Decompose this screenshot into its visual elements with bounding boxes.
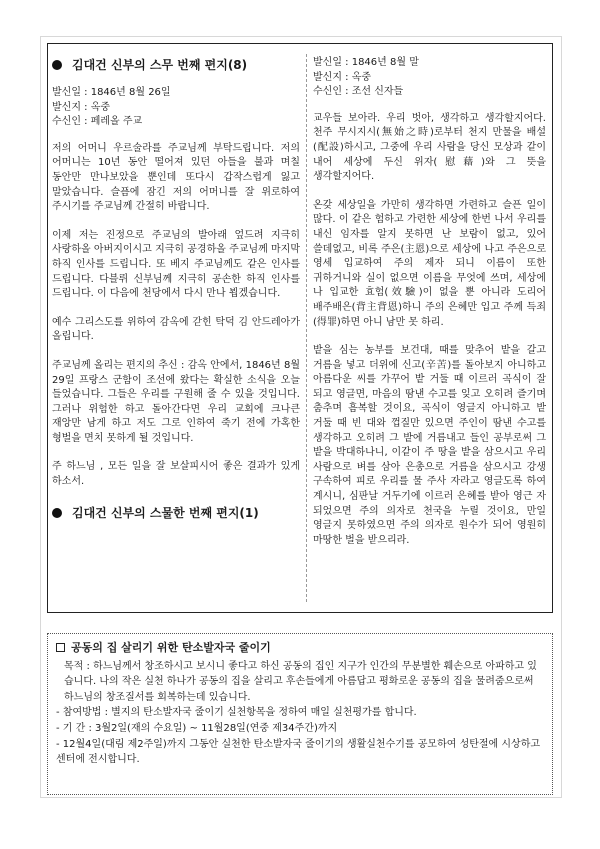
campaign-box (47, 633, 553, 795)
heading-text: 김대건 신부의 스무 번째 편지(8) (72, 58, 248, 72)
paragraph (52, 359, 300, 447)
campaign-award: - 12월4일(대림 제2주일)까지 그동안 실천한 탄소발자국 줄이기의 생활실천수기를 공모하여 성탄절에 시상하고 센터에 전시합니다. (56, 738, 541, 766)
letter-heading-20 (52, 56, 300, 74)
paragraph-text: 예수 그리스도를 위하여 감옥에 갇힌 탁덕 김 안드레아가 올립니다. (52, 316, 300, 343)
bullet-dot-icon (52, 508, 62, 518)
letter-meta (52, 86, 300, 130)
letter-meta (313, 56, 546, 100)
right-column (313, 56, 546, 562)
purpose-label: 목적 : (64, 660, 90, 672)
square-bullet-icon (56, 643, 65, 652)
meta-recipient: 수신인 : 페레올 주교 (52, 116, 143, 128)
paragraph-text: 주교님께 올리는 편지의 추신 : 감옥 안에서, 1846년 8월 29일 프랑스 군함이 조선에 왔다는 확실한 소식을 오늘 들었습니다. 그들은 우리를 구원해 줄 수 있을 것입니다. 그러나 위험한 하고 돌아간다면 우리 교회에 크나큰 재앙만 남게 하고 저도 그로 인하여 죽기 전에 가혹한 형벌을 면치 못하게 될 것입니다. (52, 359, 300, 444)
meta-place: 발신지 : 옥중 (52, 101, 111, 113)
paragraph (52, 142, 300, 215)
bullet-dot-icon (52, 60, 62, 70)
column-divider (306, 54, 307, 602)
campaign-title (56, 640, 544, 656)
campaign-method: - 참여방법 : 별지의 탄소발자국 줄이기 실천항목을 정하여 매일 실천평가를 합니다. (56, 707, 417, 719)
paragraph (313, 199, 546, 330)
paragraph-text: 이제 저는 진정으로 주교님의 발아래 엎드려 지극히 사랑하올 아버지이시고 지극히 공경하올 주교님께 마지막 하직 인사를 드립니다. 또 베지 주교님께도 같은 인사를 드립니다. 다블뤼 신부님께 지극히 공손한 하직 인사를 드립니다. 이 다음에 천당에서 다시 만나 뵙겠습니다. (52, 229, 300, 300)
meta-recipient: 수신인 : 조선 신자들 (313, 86, 404, 98)
paragraph (52, 316, 300, 345)
heading-text: 김대건 신부의 스물한 번째 편지(1) (72, 505, 259, 520)
paragraph-text: 주 하느님 , 모든 일을 잘 보살피시어 좋은 결과가 있게 하소서. (52, 461, 300, 488)
meta-date: 발신일 : 1846년 8월 말 (313, 57, 419, 68)
paragraph-text: 온갖 세상일을 가만히 생각하면 가련하고 슬픈 일이 많다. 이 같은 험하고 가련한 세상에 한번 나서 우리를 내신 임자를 알지 못하면 난 보람이 없고, 있어 쓸데없고, 비록 주은(主恩)으로 세상에 나고 주은으로 영세 입교하여 주의 제자 되니 이름이 또한 귀하거니와 실이 없으면 이름을 무엇에 쓰며, 세상에 나 입교한 효험(效驗)이 없을 뿐 아니라 도리어 배주배은(背主背恩)하니 주의 은혜만 입고 주께 득죄(得罪)하면 아니 남만 못 하리. (313, 199, 546, 328)
paragraph-text: 저의 어머니 우르술라를 주교님께 부탁드립니다. 저의 어머니는 10년 동안 떨어져 있던 아들을 불과 며칠 동안만 만나보았을 뿐인데 또다시 갑작스럽게 잃고 말았습니다. 슬픔에 잠긴 저의 어머니를 잘 위로하여 주시기를 주교님께 간절히 바랍니다. (52, 142, 300, 213)
paragraph-text: 교우들 보아라. 우리 벗아, 생각하고 생각할지어다. 천주 무시지시(無始之時)로부터 천지 만물을 배설(配設)하시고, 그중에 우리 사람을 당신 모상과 같이 내어 세상에 두신 위자(慰藉)와 그 뜻을 생각할지어다. (313, 112, 546, 183)
paragraph-text: 밭을 심는 농부를 보건대, 때를 맞추어 밭을 갈고 거름을 넣고 더위에 신고(辛苦)를 돌아보지 아니하고 아름다운 씨를 가꾸어 밭 거둘 때 이르러 곡식이 잘 되고 영글면, 마음의 땀낸 수고를 잊고 오히려 즐기며 춤추며 흠복할 것이요, 곡식이 영글지 아니하고 밭 거둘 때 빈 대와 껍질만 있으면 주인이 땀낸 수고를 생각하고 오히려 그 밭에 거름내고 들인 공부로써 그 밭을 박대하나니, 이같이 주 땅을 밭을 삼으시고 우리 사람으로 벼를 삼아 은총으로 거름을 삼으시고 강생 구속하여 피로 우리를 물 주사 자라고 영글도록 하여 계시니, 심판날 거두기에 이르러 은혜를 받아 영근 자 되었으면 주의 의자로 천국을 누릴 것이요, 만일 영글지 못하였으면 주의 의자로 원수가 되어 영원히 마땅한 벌을 받으리라. (313, 345, 546, 546)
letter-heading-21 (52, 504, 300, 522)
paragraph (52, 229, 300, 302)
purpose-text: 하느님께서 창조하시고 보시니 좋다고 하신 공동의 집인 지구가 인간의 무분별한 훼손으로 아파하고 있습니다. 나의 작은 실천 하나가 공동의 집을 살리고 후손들에게 아름답고 평화로운 공동의 집을 물려줌으로써 하느님의 창조질서를 회복하는데 있습니다. (64, 660, 537, 703)
paragraph (313, 344, 546, 548)
paragraph (52, 460, 300, 489)
campaign-purpose (56, 659, 544, 706)
meta-place: 발신지 : 옥중 (313, 71, 372, 83)
campaign-title-text: 공동의 집 살리기 위한 탄소발자국 줄이기 (71, 641, 271, 654)
campaign-period: - 기 간 : 3월2일(재의 수요일) ~ 11월28일(연중 제34주간)까지 (56, 722, 338, 734)
paragraph (313, 112, 546, 185)
left-column (52, 56, 300, 534)
meta-date: 발신일 : 1846년 8월 26일 (52, 87, 171, 98)
